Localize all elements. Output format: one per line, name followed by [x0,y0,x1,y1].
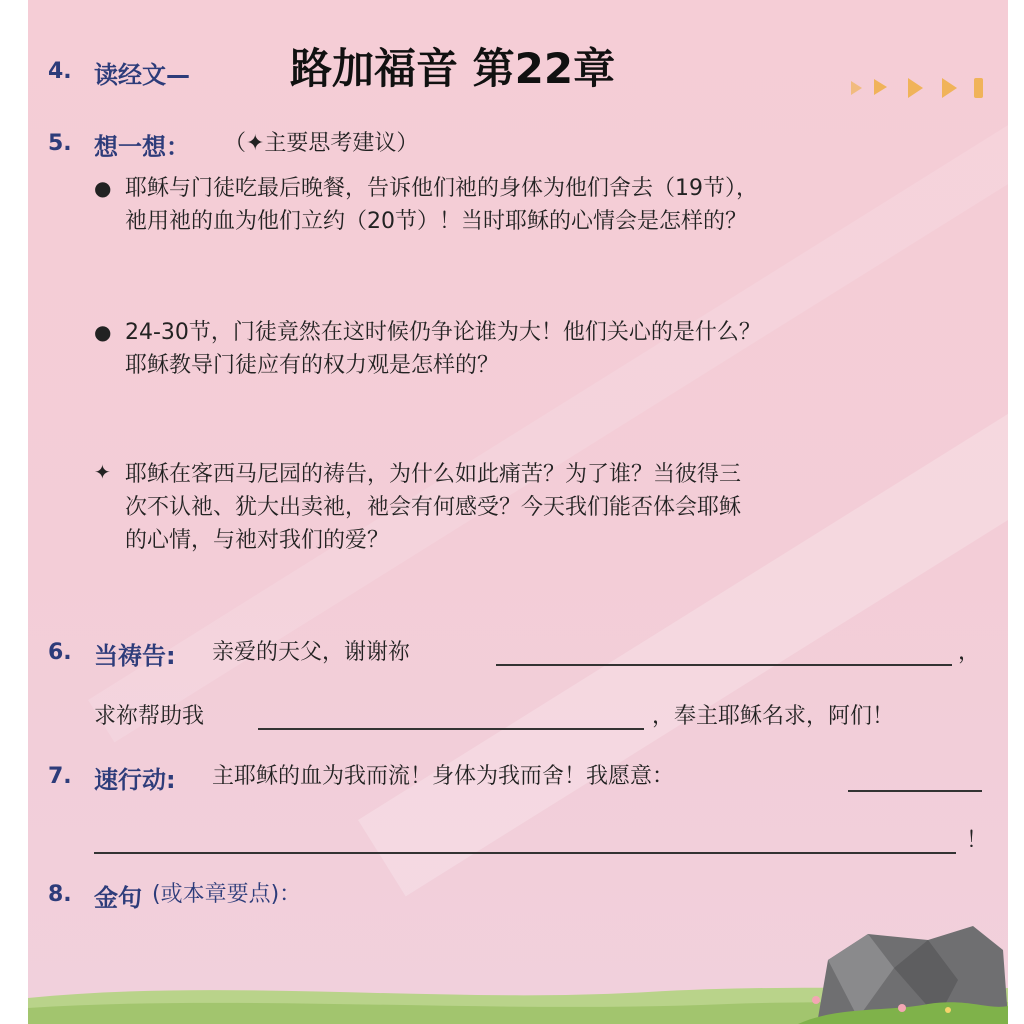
section-7-label: 速行动: [94,766,176,794]
bullet-dot-icon: ● [94,320,112,344]
action-blank-2[interactable] [94,852,956,854]
section-7-number: 7. [48,764,72,789]
prayer-line-2-end: ，奉主耶稣名求，阿们！ [652,704,895,729]
question-3-line-2: 次不认祂、犹大出卖祂，祂会有何感受？今天我们能否体会耶稣 [125,495,742,520]
section-4-label: 读经文— [94,61,190,89]
question-1-line-2: 祂用祂的血为他们立约（20节）！当时耶稣的心情会是怎样的？ [125,209,747,234]
bullet-dot-icon: ● [94,176,112,200]
section-4-number: 4. [48,59,72,84]
question-2-line-2: 耶稣教导门徒应有的权力观是怎样的？ [125,353,500,378]
prayer-comma: ， [958,640,981,665]
section-6-number: 6. [48,640,72,665]
rock-illustration [798,920,1008,1024]
section-5-number: 5. [48,131,72,156]
worksheet-page [28,0,1008,1024]
question-3-line-3: 的心情，与祂对我们的爱？ [125,528,390,553]
action-text: 主耶稣的血为我而流！身体为我而舍！我愿意： [212,764,675,789]
sparkle-icon: ✦ [94,460,111,484]
section-8-note: (或本章要点)： [152,882,302,907]
background-stripe [358,343,1008,896]
prayer-line-1-text: 亲爱的天父，谢谢祢 [212,640,411,665]
prayer-blank-1[interactable] [496,664,952,666]
question-1-line-1: 耶稣与门徒吃最后晚餐，告诉他们祂的身体为他们舍去（19节）， [125,176,758,201]
section-5-hint: （✦主要思考建议） [224,131,419,156]
section-5-label: 想一想： [94,133,190,161]
action-end-mark: ！ [966,828,989,853]
prayer-line-2-text: 求祢帮助我 [94,704,205,729]
prayer-blank-2[interactable] [258,728,644,730]
section-6-label: 当祷告: [94,642,176,670]
question-2-line-1: 24-30节，门徒竟然在这时候仍争论谁为大！他们关心的是什么？ [125,320,761,345]
question-3-line-1: 耶稣在客西马尼园的祷告，为什么如此痛苦？为了谁？当彼得三 [125,462,742,487]
section-8-number: 8. [48,882,72,907]
section-8-label: 金句 [94,884,142,912]
chapter-title: 路加福音 第22章 [290,44,616,93]
action-blank-1[interactable] [848,790,982,792]
